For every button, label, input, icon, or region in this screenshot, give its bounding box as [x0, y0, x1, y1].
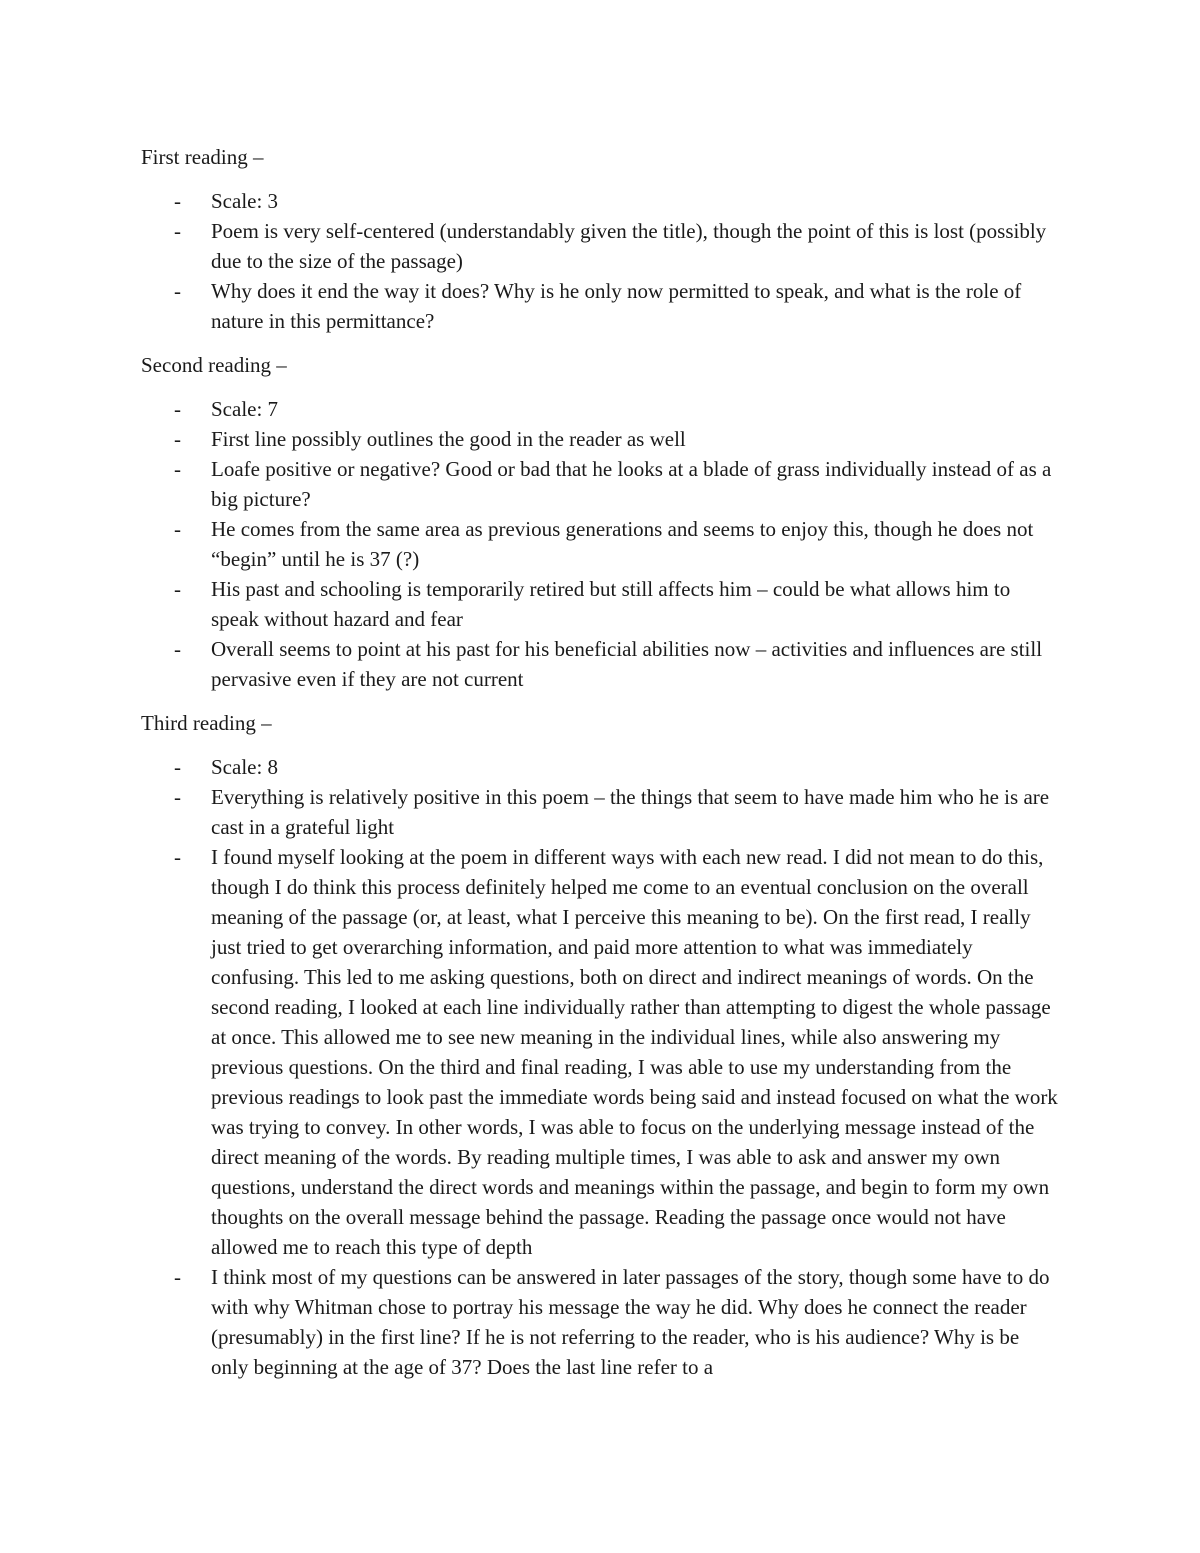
section-heading: First reading – [141, 145, 264, 169]
bullet-list [141, 186, 1061, 336]
bullet-dash: - [174, 1265, 181, 1289]
list-item [141, 782, 1061, 842]
document-body [141, 142, 1061, 1396]
section-third-reading [141, 708, 1061, 1382]
list-item-text: Poem is very self-centered (understandably given the title), though the point of this is lost (possibly due to the size of the passage) [211, 219, 1047, 273]
list-item-text: He comes from the same area as previous generations and seems to enjoy this, though he does not “begin” until he is 37 (?) [211, 517, 1034, 571]
list-item-text: Overall seems to point at his past for his beneficial abilities now – activities and influences are still pervasive even if they are not current [211, 637, 1043, 691]
section-first-reading [141, 142, 1061, 336]
list-item-text: Scale: 3 [211, 189, 279, 213]
list-item-text: Everything is relatively positive in this poem – the things that seem to have made him who he is are cast in a grateful light [211, 785, 1050, 839]
section-heading: Third reading – [141, 711, 272, 735]
bullet-list [141, 752, 1061, 1382]
bullet-dash: - [174, 279, 181, 303]
bullet-dash: - [174, 427, 181, 451]
list-item [141, 514, 1061, 574]
list-item-text: Scale: 7 [211, 397, 279, 421]
list-item [141, 1262, 1061, 1382]
list-item-text: First line possibly outlines the good in the reader as well [211, 427, 686, 451]
bullet-dash: - [174, 517, 181, 541]
list-item [141, 394, 1061, 424]
bullet-dash: - [174, 457, 181, 481]
list-item [141, 424, 1061, 454]
bullet-list [141, 394, 1061, 694]
section-heading: Second reading – [141, 353, 287, 377]
bullet-dash: - [174, 845, 181, 869]
section-second-reading [141, 350, 1061, 694]
bullet-dash: - [174, 189, 181, 213]
list-item [141, 276, 1061, 336]
list-item-text: I found myself looking at the poem in different ways with each new read. I did not mean to do this, though I do think this process definitely helped me come to an eventual conclusion on the overall meaning of the passage (or, at least, what I perceive this meaning to be). On the first read, I really just tried to get overarching information, and paid more attention to what was immediately confusing. This led to me asking questions, both on direct and indirect meanings of words. On the second reading, I looked at each line individually rather than attempting to digest the whole passage at once. This allowed me to see new meaning in the individual lines, while also answering my previous questions. On the third and final reading, I was able to use my understanding from the previous readings to look past the immediate words being said and instead focused on what the work was trying to convey. In other words, I was able to focus on the underlying message instead of the direct meaning of the words. By reading multiple times, I was able to ask and answer my own questions, understand the direct words and meanings within the passage, and begin to form my own thoughts on the overall message behind the passage. Reading the passage once would not have allowed me to reach this type of depth [211, 845, 1058, 1259]
list-item [141, 216, 1061, 276]
bullet-dash: - [174, 637, 181, 661]
list-item-text: Scale: 8 [211, 755, 279, 779]
bullet-dash: - [174, 755, 181, 779]
list-item [141, 454, 1061, 514]
bullet-dash: - [174, 785, 181, 809]
list-item-text: I think most of my questions can be answered in later passages of the story, though some have to do with why Whitman chose to portray his message the way he did. Why does he connect the reader (presumably) in the first line? If he is not referring to the reader, who is his audience? Why is be only beginning at the age of 37? Does the last line refer to a [211, 1265, 1050, 1379]
list-item-text: Why does it end the way it does? Why is he only now permitted to speak, and what is the role of nature in this permittance? [211, 279, 1022, 333]
bullet-dash: - [174, 219, 181, 243]
list-item-text: Loafe positive or negative? Good or bad that he looks at a blade of grass individually instead of as a big picture? [211, 457, 1052, 511]
list-item [141, 842, 1061, 1262]
bullet-dash: - [174, 577, 181, 601]
list-item [141, 574, 1061, 634]
list-item [141, 186, 1061, 216]
bullet-dash: - [174, 397, 181, 421]
list-item-text: His past and schooling is temporarily retired but still affects him – could be what allows him to speak without hazard and fear [211, 577, 1011, 631]
list-item [141, 634, 1061, 694]
list-item [141, 752, 1061, 782]
